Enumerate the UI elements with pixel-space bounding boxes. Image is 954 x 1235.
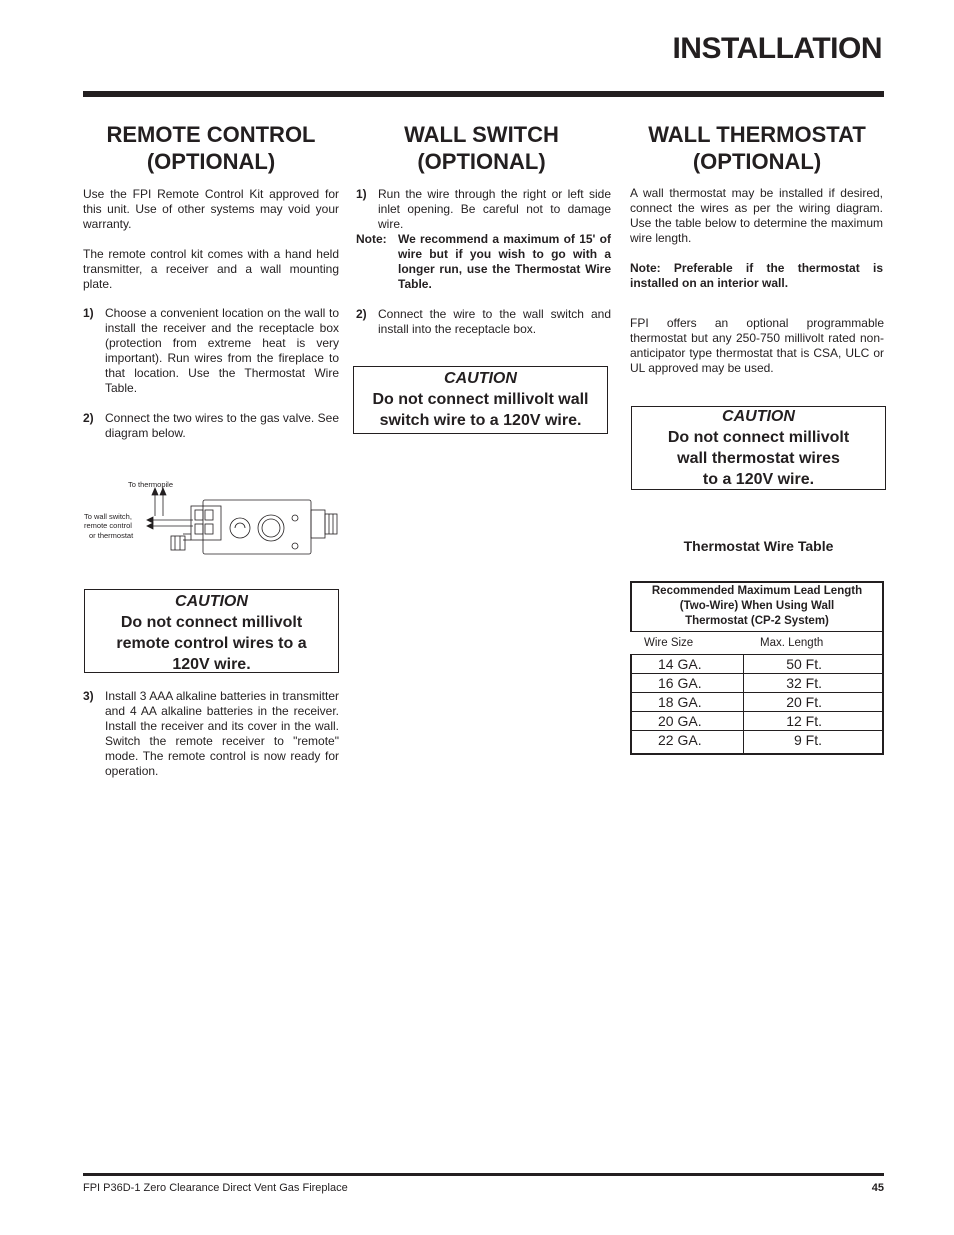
header-rule [83,91,884,97]
page-title: INSTALLATION [672,32,882,65]
wall-thermostat-section [630,121,884,175]
remote-para-1: Use the FPI Remote Control Kit approved for this unit. Use of other systems may void your warranty. [83,187,339,231]
thermostat-note: Note: Preferable if the thermostat is installed on an interior wall. [630,261,883,290]
remote-caution-box: CAUTION Do not connect millivolt remote control wires to a 120V wire. [84,589,339,673]
remote-para-2: The remote control kit comes with a hand held transmitter, a receiver and a wall mounting plate. [83,247,339,291]
thermostat-caution-box: CAUTION Do not connect millivolt wall thermostat wires to a 120V wire. [631,406,886,490]
switch-heading: WALL SWITCH (OPTIONAL) [404,122,559,174]
label-wall-line-3: or thermostat [89,531,134,540]
switch-step-1: 1) Run the wire through the right or left side inlet opening. Be careful not to damage wire. [356,187,611,231]
label-thermopile: To thermopile [128,480,174,489]
wire-table [630,581,884,755]
switch-note: Note: We recommend a maximum of 15' of wire but if you wish to go with a longer run, use the Thermostat Wire Table. [356,232,611,291]
footer-rule [83,1173,884,1176]
thermostat-heading: WALL THERMOSTAT (OPTIONAL) [648,122,866,174]
remote-heading: REMOTE CONTROL (OPTIONAL) [106,122,316,174]
gas-valve-illustration [83,476,348,561]
remote-step-1: 1) Choose a convenient location on the wall to install the receiver and the receptacle box (protection from extreme heat is very important). Run wires from the fireplace to that location. Use the Thermostat Wire Table. [83,306,339,395]
remote-step-2: 2) Connect the two wires to the gas valve. See diagram below. [83,411,339,440]
remote-control-section [83,121,339,175]
table-row: 20 GA. 12 Ft. [632,712,882,731]
table-row: 18 GA. 20 Ft. [632,693,882,712]
switch-step-2: 2) Connect the wire to the wall switch and install into the receptacle box. [356,307,611,336]
wire-table-body [630,654,884,755]
thermostat-para-2: FPI offers an optional programmable thermostat but any 250-750 millivolt rated non-anticipator type thermostat that is CSA, ULC or UL approved may be used. [630,316,884,375]
switch-caution-box: CAUTION Do not connect millivolt wall switch wire to a 120V wire. [353,366,608,434]
page-number: 45 [871,1182,884,1194]
thermostat-para-1: A wall thermostat may be installed if desired, connect the wires as per the wiring diagram. Use the table below to determine the maximum wire length. [630,186,883,245]
gas-valve-diagram [83,476,348,561]
footer-doc-title: FPI P36D-1 Zero Clearance Direct Vent Gas Fireplace [83,1182,348,1194]
wall-switch-section [353,121,610,175]
label-wall-line-2: remote control [84,521,132,530]
wire-table-col-length: Max. Length [760,637,824,649]
table-row: 16 GA. 32 Ft. [632,674,882,693]
table-row: 14 GA. 50 Ft. [632,655,882,674]
wire-table-caption: Thermostat Wire Table [683,538,834,554]
label-wall-line-1: To wall switch, [84,512,132,521]
wire-table-title: Recommended Maximum Lead Length (Two-Wire) When Using Wall Thermostat (CP-2 System) [630,581,884,631]
wire-table-header-row [630,631,884,654]
wire-table-col-size: Wire Size [644,637,694,649]
remote-step-3: 3) Install 3 AAA alkaline batteries in transmitter and 4 AA alkaline batteries in the receiver. Install the receiver and its cover in the wall. Switch the remote receiver to "remote" mode. The remote control is now ready for operation. [83,689,339,778]
table-row: 22 GA. 9 Ft. [632,731,882,753]
